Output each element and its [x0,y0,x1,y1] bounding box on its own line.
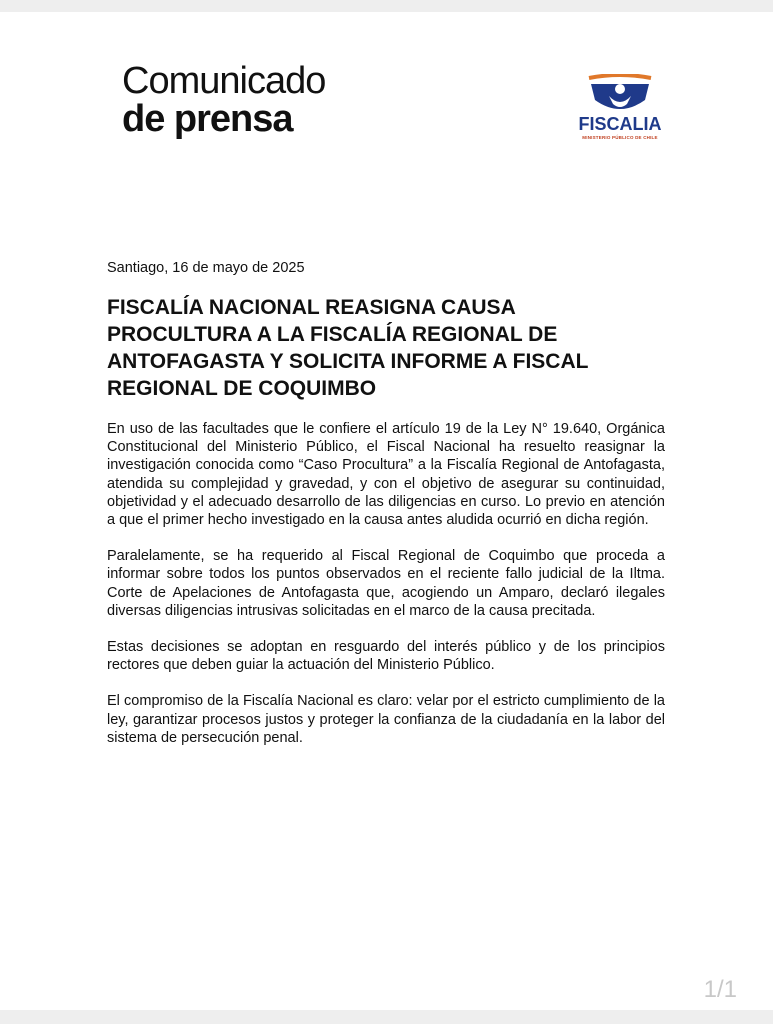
page-indicator: 1/1 [703,976,737,1003]
fiscalia-emblem-icon [585,74,655,114]
title-line-2: de prensa [122,98,293,140]
press-release-title [122,62,325,138]
document-page [0,12,773,1010]
paragraph-2: Paralelamente, se ha requerido al Fiscal Regional de Coquimbo que proceda a informar sobre todos los puntos observados en el reciente fallo judicial de la Iltma. Corte de Apelaciones de Antofagasta que, acogiendo un Amparo, declaró ilegales diversas diligencias intrusivas solicitadas en el marco de la causa precitada. [107,548,665,619]
paragraph-3: Estas decisiones se adoptan en resguardo del interés público y de los principios rectores que deben guiar la actuación del Ministerio Público. [107,639,665,674]
title-line-1: Comunicado [122,60,326,102]
logo-subtitle: MINISTERIO PÚBLICO DE CHILE [582,135,658,140]
paragraph-1: En uso de las facultades que le confiere el artículo 19 de la Ley N° 19.640, Orgánica Constitucional del Ministerio Público, el Fiscal Nacional ha resuelto reasignar la investigación conocida como “Caso Procultura” a la Fiscalía Regional de Antofagasta, atendida su complejidad y gravedad, y con el objetivo de asegurar su continuidad, objetividad y el adecuado desarrollo de las diligencias en curso. Lo previo en atención a que el primer hecho investigado en la causa antes aludida ocurrió en dicha región. [107,421,665,529]
paragraph-4: El compromiso de la Fiscalía Nacional es claro: velar por el estricto cumplimiento de la ley, garantizar procesos justos y proteger la confianza de la ciudadanía en la labor del sistema de persecución penal. [107,693,665,746]
fiscalia-logo [566,74,674,144]
headline: FISCALÍA NACIONAL REASIGNA CAUSA PROCULTURA A LA FISCALÍA REGIONAL DE ANTOFAGASTA Y SOLICITA INFORME A FISCAL REGIONAL DE COQUIMBO [107,296,589,400]
document-body [107,260,665,765]
dateline: Santiago, 16 de mayo de 2025 [107,260,305,276]
logo-wordmark: FISCALIA [578,114,662,134]
